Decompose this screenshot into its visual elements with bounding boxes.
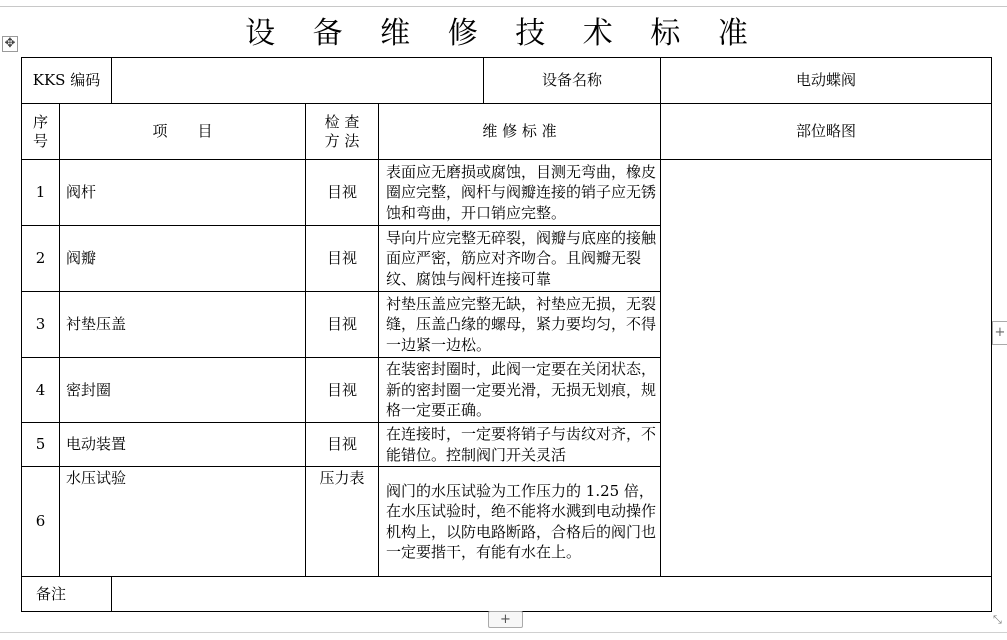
col-header-no: 序号 bbox=[22, 104, 60, 160]
row-no: 6 bbox=[22, 467, 60, 577]
page-bottom-edge bbox=[0, 632, 1007, 633]
row-standard: 导向片应完整无碎裂，阀瓣与底座的接触面应严密，筋应对齐吻合。且阀瓣无裂纹、腐蚀与阀杆连接可靠 bbox=[379, 226, 661, 292]
row-item: 水压试验 bbox=[60, 467, 306, 577]
col-header-sketch: 部位略图 bbox=[661, 104, 992, 160]
row-method: 目视 bbox=[306, 358, 379, 423]
remarks-label: 备注 bbox=[22, 577, 112, 612]
row-method: 目视 bbox=[306, 292, 379, 358]
row-standard: 衬垫压盖应完整无缺，衬垫应无损，无裂缝，压盖凸缘的螺母，紧力要均匀，不得一边紧一边松。 bbox=[379, 292, 661, 358]
table-resize-icon[interactable]: ⤡ bbox=[993, 613, 1002, 626]
kks-label: KKS 编码 bbox=[22, 58, 112, 104]
page-top-edge bbox=[0, 0, 1007, 7]
row-standard: 在装密封圈时，此阀一定要在关闭状态，新的密封圈一定要光滑，无损无划痕，规格一定要正确。 bbox=[379, 358, 661, 423]
kks-value-cell[interactable] bbox=[112, 58, 484, 104]
device-name-label: 设备名称 bbox=[484, 58, 661, 104]
row-method: 目视 bbox=[306, 423, 379, 467]
row-method: 目视 bbox=[306, 160, 379, 226]
table-row bbox=[22, 160, 992, 226]
row-item: 阀瓣 bbox=[60, 226, 306, 292]
row-method: 目视 bbox=[306, 226, 379, 292]
row-no: 5 bbox=[22, 423, 60, 467]
row-item: 阀杆 bbox=[60, 160, 306, 226]
row-item: 密封圈 bbox=[60, 358, 306, 423]
col-header-standard: 维 修 标 准 bbox=[379, 104, 661, 160]
row-no: 3 bbox=[22, 292, 60, 358]
row-no: 2 bbox=[22, 226, 60, 292]
row-method: 压力表 bbox=[306, 467, 379, 577]
row-no: 4 bbox=[22, 358, 60, 423]
row-item: 电动装置 bbox=[60, 423, 306, 467]
document-title: 设 备 维 修 技 术 标 准 bbox=[245, 16, 762, 51]
row-item: 衬垫压盖 bbox=[60, 292, 306, 358]
add-row-plus-icon[interactable]: + bbox=[488, 611, 523, 628]
sketch-cell[interactable] bbox=[661, 160, 992, 577]
remarks-value-cell[interactable] bbox=[112, 577, 992, 612]
table-move-handle-icon[interactable]: ✥ bbox=[2, 36, 18, 52]
column-header-row bbox=[22, 104, 992, 160]
row-no: 1 bbox=[22, 160, 60, 226]
row-standard: 阀门的水压试验为工作压力的 1.25 倍，在水压试验时，绝不能将水溅到电动操作机构上，以防电路断路，合格后的阀门也一定要揩干，有能有水在上。 bbox=[379, 467, 661, 577]
add-column-plus-icon[interactable]: + bbox=[992, 321, 1007, 345]
maintenance-standard-table bbox=[21, 57, 992, 612]
row-standard: 在连接时，一定要将销子与齿纹对齐，不能错位。控制阀门开关灵活 bbox=[379, 423, 661, 467]
row-standard: 表面应无磨损或腐蚀，目测无弯曲，橡皮圈应完整，阀杆与阀瓣连接的销子应无锈蚀和弯曲，开口销应完整。 bbox=[379, 160, 661, 226]
device-name-value[interactable]: 电动蝶阀 bbox=[661, 58, 992, 104]
remarks-row bbox=[22, 577, 992, 612]
col-header-item: 项 目 bbox=[60, 104, 306, 160]
col-header-method: 检 查 方 法 bbox=[306, 104, 379, 160]
header-row bbox=[22, 58, 992, 104]
